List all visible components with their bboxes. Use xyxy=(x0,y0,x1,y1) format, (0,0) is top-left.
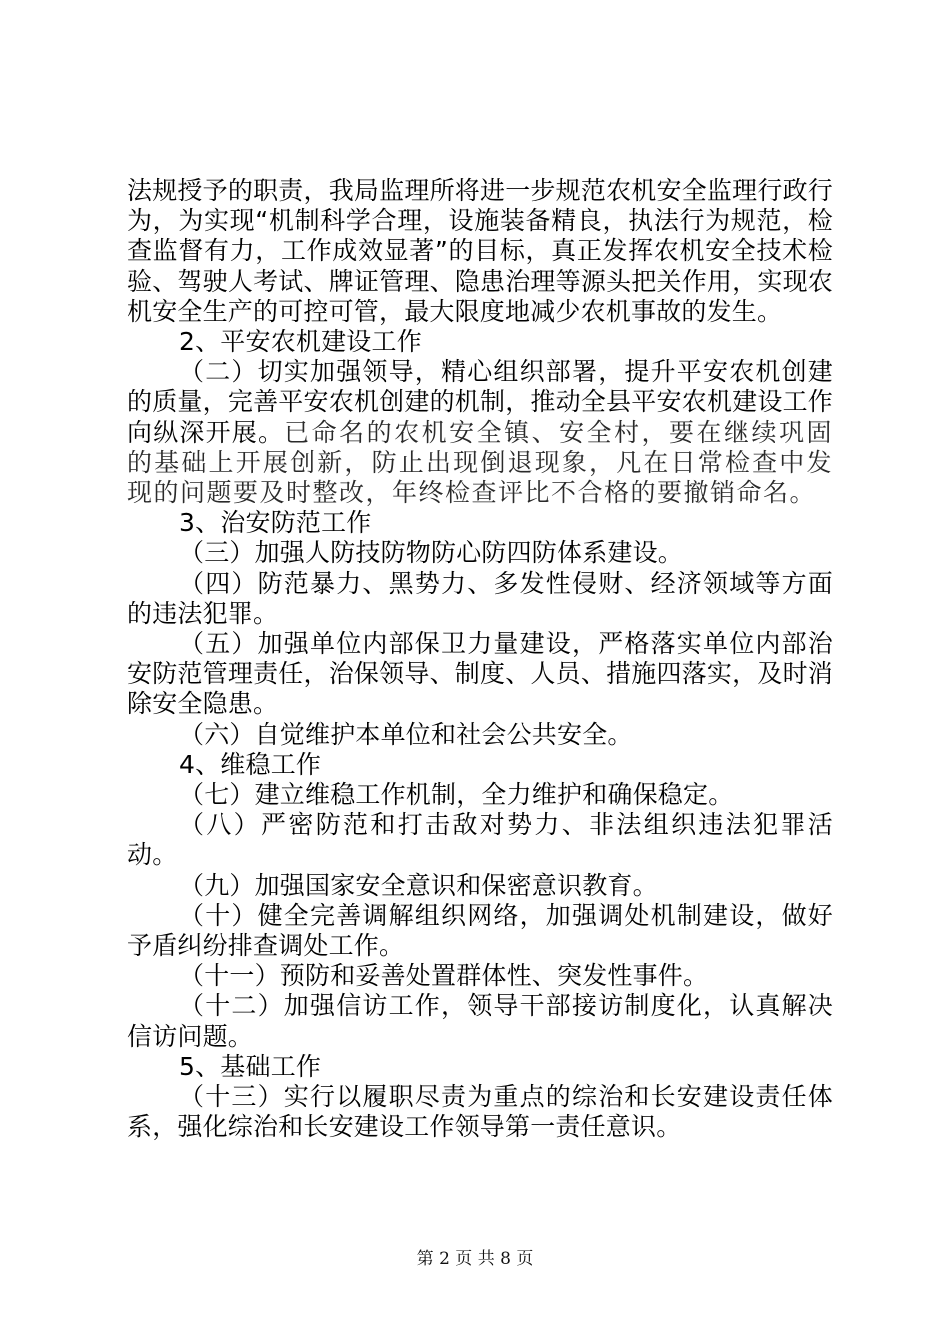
paragraph-item-8: （八）严密防范和打击敌对势力、非法组织违法犯罪活动。 xyxy=(127,810,833,870)
document-body xyxy=(127,176,833,1143)
paragraph-item-10: （十）健全完善调解组织网络，加强调处机制建设，做好予盾纠纷排查调处工作。 xyxy=(127,900,833,961)
paragraph-item-2-text: （二）切实加强领导，精心组织部署，提升平安农机创建的质量，完善平安农机创建的机制，推动全县平安农机建设工作向纵深开展。 xyxy=(127,357,833,447)
section-heading-3: 3、治安防范工作 xyxy=(179,508,372,538)
paragraph-item-5: （五）加强单位内部保卫力量建设，严格落实单位内部治安防范管理责任，治保领导、制度、人员、措施四落实，及时消除安全隐患。 xyxy=(127,629,833,719)
paragraph-item-11: （十一）预防和妥善处置群体性、突发性事件。 xyxy=(179,961,709,991)
section-heading-2: 2、平安农机建设工作 xyxy=(179,327,422,357)
page-footer xyxy=(0,1244,950,1269)
section-heading-5: 5、基础工作 xyxy=(179,1051,322,1081)
paragraph-item-6: （六）自觉维护本单位和社会公共安全。 xyxy=(179,719,633,749)
section-heading-4: 4、维稳工作 xyxy=(179,749,322,779)
paragraph-item-7: （七）建立维稳工作机制，全力维护和确保稳定。 xyxy=(179,780,734,810)
paragraph-item-4: （四）防范暴力、黑势力、多发性侵财、经济领域等方面的违法犯罪。 xyxy=(127,568,833,628)
paragraph-item-3: （三）加强人防技防物防心防四防体系建设。 xyxy=(179,538,684,568)
paragraph-item-12: （十二）加强信访工作，领导干部接访制度化，认真解决信访问题。 xyxy=(127,991,833,1051)
paragraph-item-2-continuation: 已命名的农机安全镇、安全村，要在继续巩固的基础上开展创新，防止出现倒退现象，凡在日常检查中发现的问题要及时整改，年终检查评比不合格的要撤销命名。 xyxy=(127,417,833,508)
page-number-label: 第 2 页 共 8 页 xyxy=(416,1249,534,1269)
paragraph-item-9: （九）加强国家安全意识和保密意识教育。 xyxy=(179,870,658,900)
paragraph-item-13: （十三）实行以履职尽责为重点的综治和长安建设责任体系，强化综治和长安建设工作领导第一责任意识。 xyxy=(127,1082,833,1142)
paragraph-continuation: 法规授予的职责，我局监理所将进一步规范农机安全监理行政行为，为实现“机制科学合理，设施装备精良，执法行为规范，检查监督有力，工作成效显著”的目标，真正发挥农机安全技术检验、驾驶人考试、牌证管理、隐患治理等源头把关作用，实现农机安全生产的可控可管，最大限度地减少农机事故的发生。 xyxy=(127,176,833,326)
paragraph-item-2 xyxy=(127,357,833,508)
